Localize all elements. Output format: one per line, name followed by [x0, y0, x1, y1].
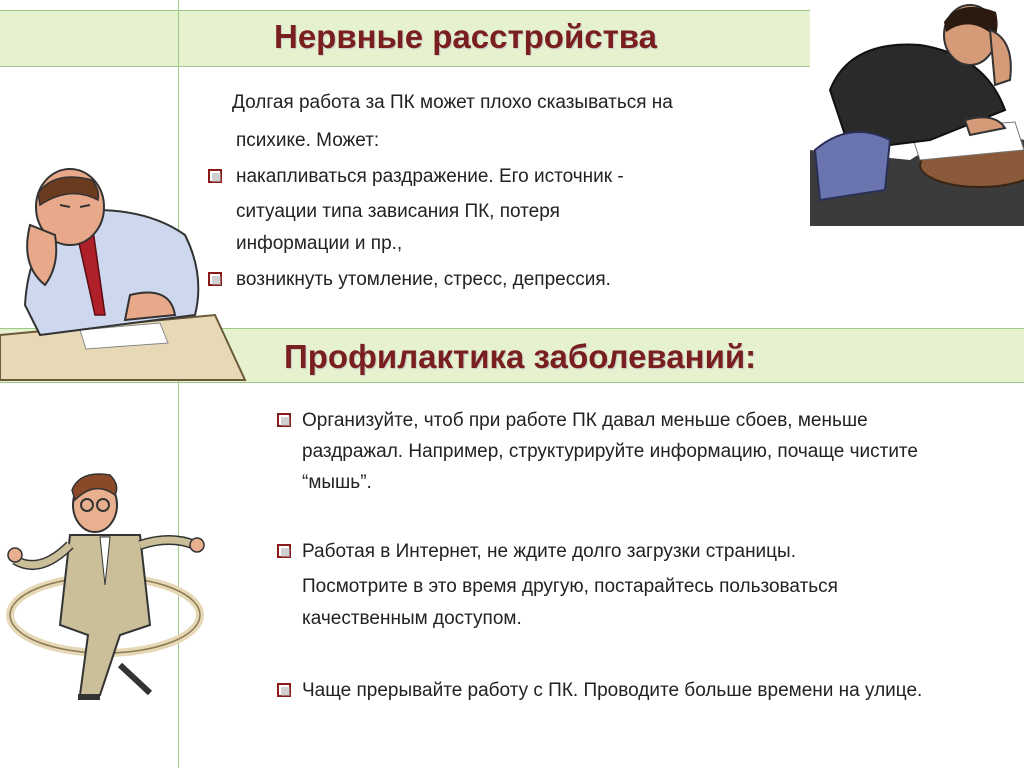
bullet-line: Чаще прерывайте работу с ПК. Проводите больше времени на улице. [302, 680, 923, 701]
grid-line [0, 10, 810, 11]
thinking-man-illustration [810, 0, 1024, 226]
section-title: Нервные расстройства [274, 18, 657, 55]
bullet-checkbox-icon [277, 683, 291, 697]
bullet-line: Работая в Интернет, не ждите долго загрузки страницы. [302, 541, 796, 562]
bullet-line: Организуйте, чтоб при работе ПК давал меньше сбоев, меньше [302, 410, 868, 431]
tired-man-illustration [0, 165, 250, 385]
bullet-line: возникнуть утомление, стресс, депрессия. [236, 269, 611, 290]
bullet-line: качественным доступом. [302, 608, 522, 629]
section-title: Профилактика заболеваний: [284, 338, 757, 375]
hula-hoop-man-illustration [0, 465, 215, 705]
bullet-checkbox-icon [277, 544, 291, 558]
bullet-line: Посмотрите в это время другую, постарайтесь пользоваться [302, 576, 838, 597]
intro-line: Долгая работа за ПК может плохо сказываться на [232, 92, 673, 113]
bullet-line: накапливаться раздражение. Его источник - [236, 166, 624, 187]
bullet-line: ситуации типа зависания ПК, потеря [236, 201, 560, 222]
bullet-checkbox-icon [277, 413, 291, 427]
bullet-line: “мышь”. [302, 472, 372, 493]
bullet-line: информации и пр., [236, 233, 403, 254]
bullet-line: раздражал. Например, структурируйте информацию, почаще чистите [302, 441, 918, 462]
intro-line: психике. Может: [236, 130, 380, 151]
